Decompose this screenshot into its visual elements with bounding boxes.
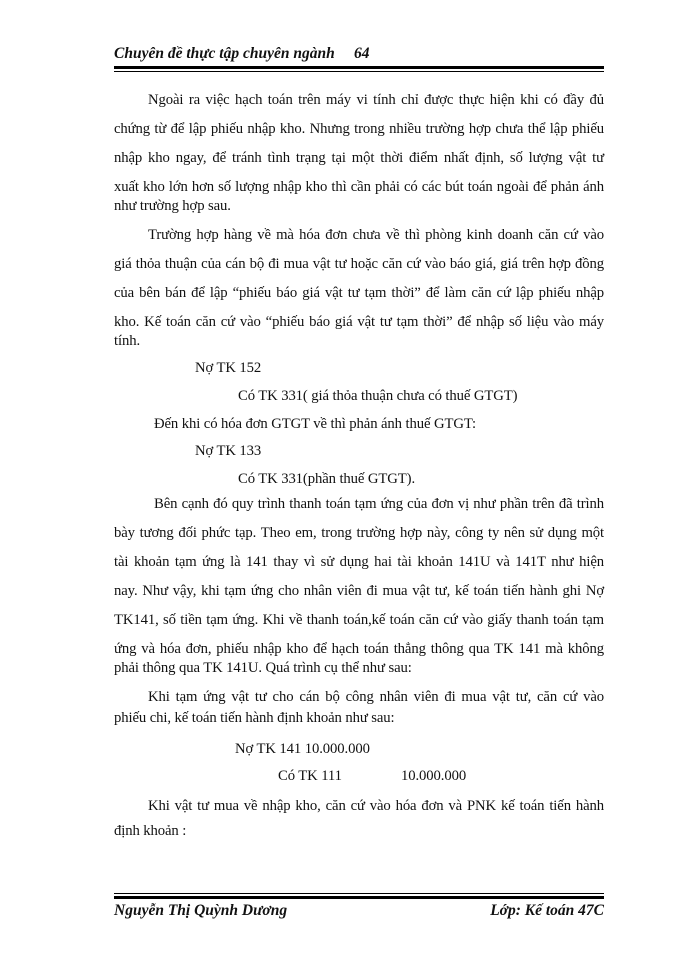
header-title: Chuyên đề thực tập chuyên ngành [114,45,335,62]
journal-entry-credit: Có TK 111 [278,768,342,784]
body-line: Khi vật tư mua về nhập kho, căn cứ vào hóa đơn và PNK kế toán tiến hành [148,798,604,814]
body-line: Bên cạnh đó quy trình thanh toán tạm ứng của đơn vị như phần trên đã trình [154,496,604,512]
body-line: xuất kho lớn hơn số lượng nhập kho thì cần phải có các bút toán ngoài để phản ánh [114,179,604,195]
body-line: Khi tạm ứng vật tư cho cán bộ công nhân viên đi mua vật tư, căn cứ vào [148,689,604,705]
body-line: ứng và hóa đơn, phiếu nhập kho để hạch toán thẳng thông qua TK 141 mà không [114,641,604,657]
author-name: Nguyễn Thị Quỳnh Dương [114,902,288,919]
body-line: của bên bán để lập “phiếu báo giá vật tư tạm thời” để làm căn cứ lập phiếu nhập [114,285,604,301]
journal-entry-debit: Nợ TK 141 10.000.000 [235,741,370,757]
body-line: chứng từ để lập phiếu nhập kho. Nhưng trong nhiều trường hợp chưa thể lập phiếu [114,121,604,137]
journal-entry-amount: 10.000.000 [401,768,467,784]
body-line: nhập kho ngay, để tránh tình trạng tại một thời điểm nhất định, số lượng vật tư [114,150,604,166]
body-line: phải thông qua TK 141U. Quá trình cụ thể như sau: [114,660,412,676]
body-line: nay. Như vậy, khi tạm ứng cho nhân viên đi mua vật tư, kế toán tiến hành ghi Nợ [114,583,604,599]
body-line: giá thỏa thuận của cán bộ đi mua vật tư hoặc căn cứ vào báo giá, giá trên hợp đồng [114,256,604,272]
body-line: phiếu chi, kế toán tiến hành định khoản như sau: [114,710,395,726]
journal-entry-debit: Nợ TK 152 [195,360,262,376]
journal-entry-credit: Có TK 331( giá thỏa thuận chưa có thuế GTGT) [238,388,518,404]
body-line: kho. Kế toán căn cứ vào “phiếu báo giá vật tư tạm thời” để nhập số liệu vào máy [114,314,604,330]
body-line: Ngoài ra việc hạch toán trên máy vi tính chỉ được thực hiện khi có đầy đủ [148,92,604,108]
body-line: Trường hợp hàng về mà hóa đơn chưa về thì phòng kinh doanh căn cứ vào [148,227,604,243]
footer-rule [114,893,604,899]
page-number: 64 [354,45,370,62]
journal-entry-credit: Có TK 331(phần thuế GTGT). [238,471,416,487]
page-header [114,40,604,68]
page-footer [114,902,604,924]
body-line: TK141, số tiền tạm ứng. Khi về thanh toán,kế toán căn cứ vào giấy thanh toán tạm [114,612,604,628]
body-line: Đến khi có hóa đơn GTGT về thì phản ánh thuế GTGT: [154,416,476,432]
journal-entry-debit: Nợ TK 133 [195,443,262,459]
body-line: tài khoản tạm ứng là 141 thay vì sử dụng hai tài khoản 141U và 141T như hiện [114,554,604,570]
body-line: tính. [114,333,141,349]
header-rule [114,66,604,72]
class-label: Lớp: Kế toán 47C [490,902,604,919]
body-line: bày tương đối phức tạp. Theo em, trong trường hợp này, công ty nên sử dụng một [114,525,604,541]
body-line: như trường hợp sau. [114,198,231,214]
body-line: định khoản : [114,823,187,839]
